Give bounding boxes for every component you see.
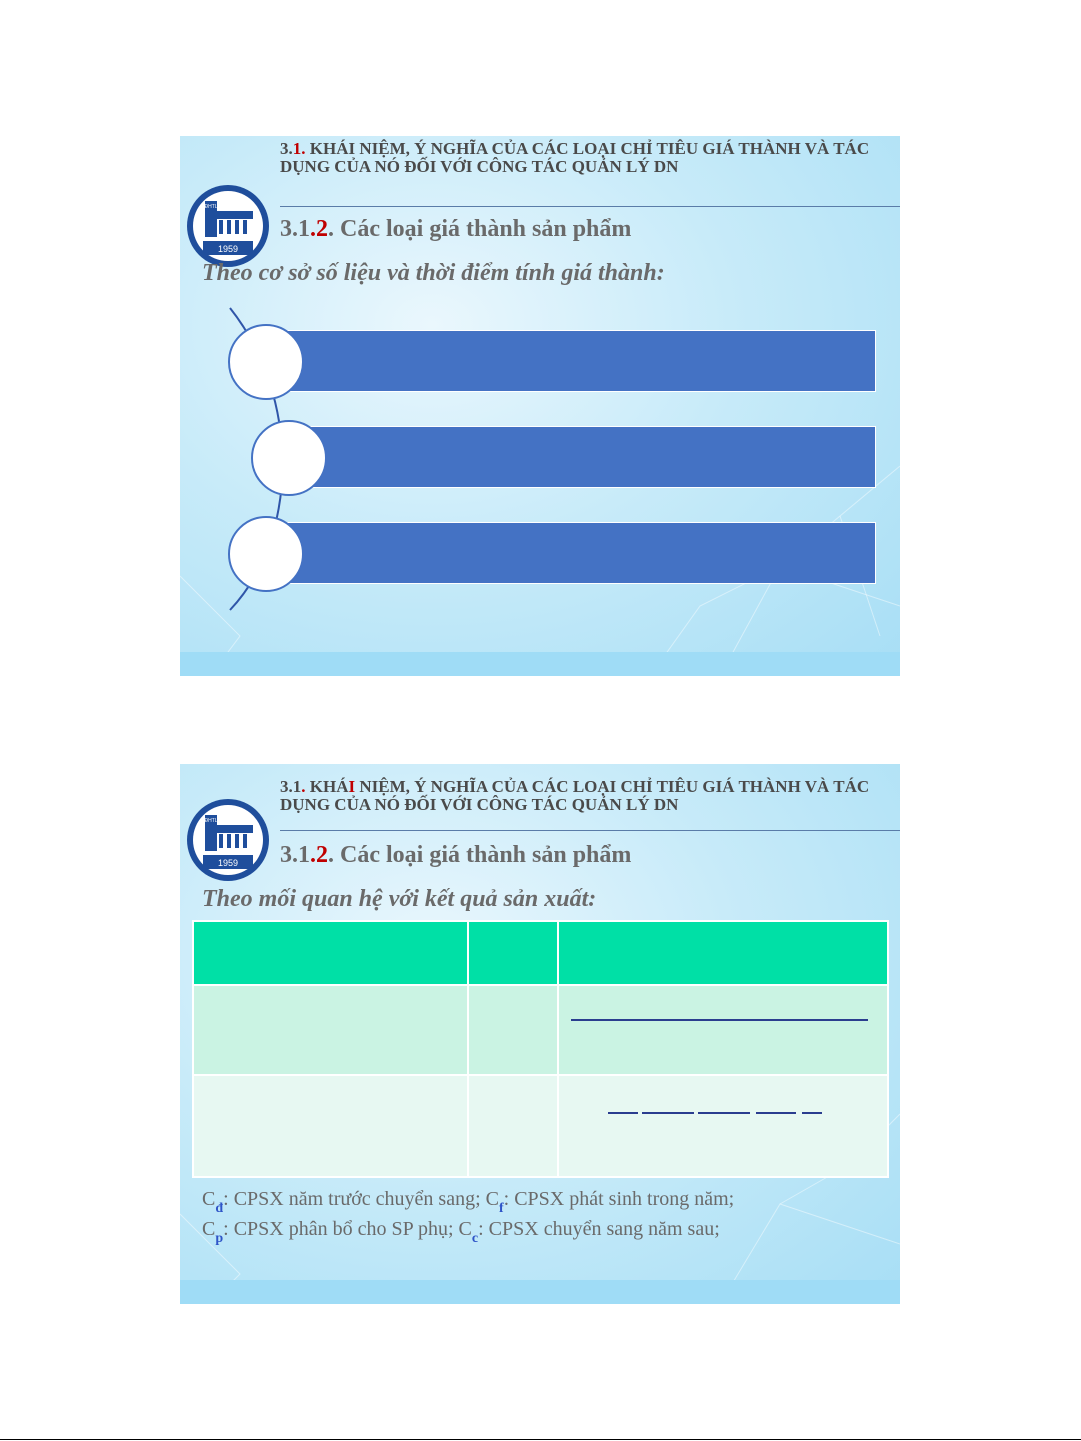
slide-header: 3.1. KHÁI NIỆM, Ý NGHĨA CỦA CÁC LOẠI CHỈ TIÊU GIÁ THÀNH VÀ TÁC DỤNG CỦA NÓ ĐỐI VỚI CÔNG TÁC QUẢN LÝ DN [280,777,870,814]
legend-line-2: $C_p$: CPSX phân bổ cho SP phụ; $C_c$: CPSX chuyển sang năm sau; [202,1218,720,1246]
list-bullet-circle-1 [228,324,304,400]
formula-fraction-line [756,1112,796,1114]
table-cell [558,921,888,985]
header-divider [280,830,900,831]
page-bottom-rule [0,1439,1081,1440]
formula-fraction-line [642,1112,694,1114]
slide-heading: Theo cơ sở số liệu và thời điểm tính giá thành: [202,260,665,286]
cost-table [192,920,889,1178]
list-bar-1 [267,330,876,392]
svg-text:ĐHTL: ĐHTL [204,818,218,824]
table-row [193,1075,888,1177]
table-cell [558,985,888,1075]
svg-text:1959: 1959 [217,858,239,868]
svg-text:ĐHTL: ĐHTL [204,204,218,210]
list-bar-2 [290,426,876,488]
svg-text:1959: 1959 [217,244,239,254]
connector-curve [180,136,900,676]
table-cell [558,1075,888,1177]
table-cell [468,921,558,985]
slide-1 [180,136,900,676]
table-header-row [193,921,888,985]
list-bar-3 [267,522,876,584]
table-cell [193,1075,468,1177]
university-logo [185,797,271,883]
list-bullet-circle-3 [228,516,304,592]
formula-fraction-line [698,1112,750,1114]
table-cell [468,985,558,1075]
table-cell [193,921,468,985]
legend-line-1: $C_đ$: CPSX năm trước chuyển sang; $C_f$: CPSX phát sinh trong năm; [202,1188,735,1216]
table-cell [468,1075,558,1177]
list-bullet-circle-2 [251,420,327,496]
formula-fraction-line [571,1019,868,1021]
formula-fraction-line [608,1112,638,1114]
slide-header: 3.1. KHÁI NIỆM, Ý NGHĨA CỦA CÁC LOẠI CHỈ TIÊU GIÁ THÀNH VÀ TÁC DỤNG CỦA NÓ ĐỐI VỚI CÔNG TÁC QUẢN LÝ DN [280,139,870,176]
table-row [193,985,888,1075]
table-cell [193,985,468,1075]
formula-fraction-line [802,1112,822,1114]
footer-band [180,1280,900,1304]
section-subtitle: 3.1.2. Các loại giá thành sản phẩm [280,842,632,868]
section-subtitle: 3.1.2. Các loại giá thành sản phẩm [280,216,632,242]
slide-2 [180,764,900,1304]
slide-heading: Theo mối quan hệ với kết quả sản xuất: [202,886,597,912]
